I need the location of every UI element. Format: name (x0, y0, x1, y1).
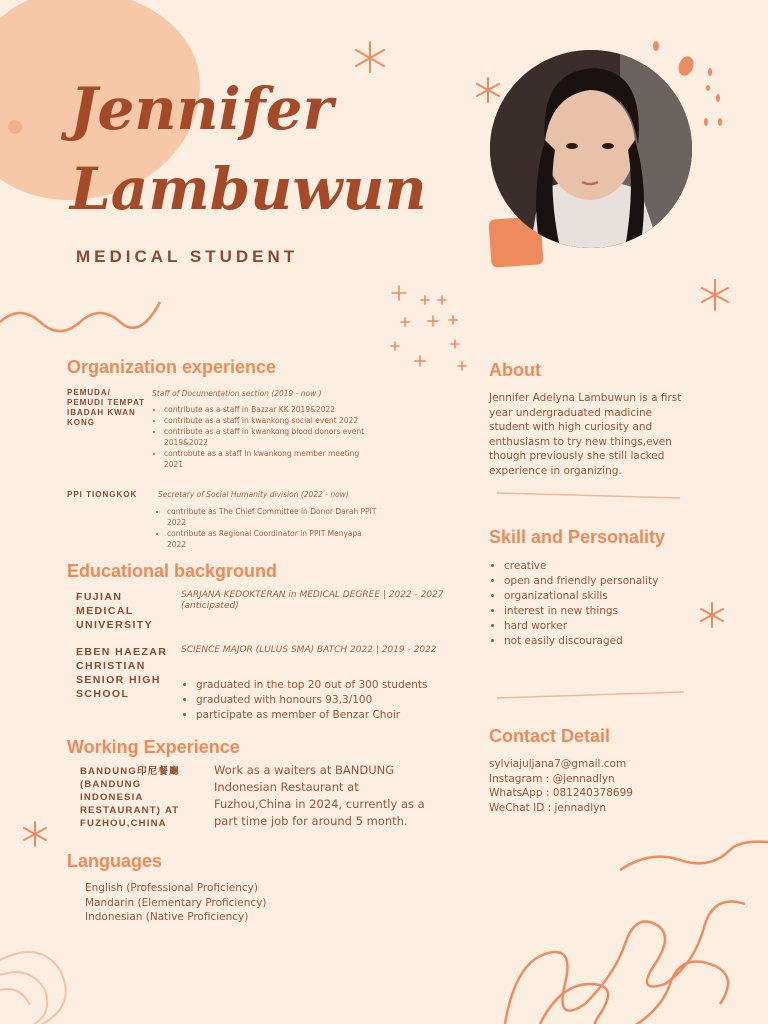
list-item: • open and friendly personality (504, 574, 734, 589)
role-title: MEDICAL STUDENT (76, 247, 299, 266)
list-item: • participate as member of Benzar Choir (196, 708, 476, 723)
work-place: BANDUNG印尼餐廳 (BANDUNG INDONESIA RESTAURANT) AT FUZHOU,CHINA (80, 766, 180, 829)
education-bullets (182, 678, 476, 723)
list-item: Indonesian (Native Proficiency) (85, 911, 249, 923)
languages-list (85, 881, 267, 925)
list-item: • contribute as Regional Coordinator in PPIT Menyapa 2022 (167, 528, 382, 550)
list-item: • hard worker (504, 619, 734, 634)
list-item: • organizational skills (504, 589, 734, 604)
plus-doodles (391, 286, 466, 370)
contact-title: Contact Detail (489, 726, 611, 746)
list-item: • controbute as a staff In kwankong member meeting 2021 (164, 448, 379, 470)
list-item: • not easily discouraged (504, 634, 734, 649)
skills-title: Skill and Personality (489, 527, 666, 547)
list-item: • graduated with honours 93,3/100 (196, 693, 476, 708)
list-item: Mandarin (Elementary Proficiency) (85, 896, 267, 909)
email-text: sylviajuljana7@gmail.com (489, 758, 627, 770)
org-bullets (153, 506, 382, 550)
degree: SARJANA KEDOKTERAN in MEDICAL DEGREE | 2022 - 2027 (anticipated) (181, 590, 444, 611)
work-title: Working Experience (67, 737, 240, 757)
last-name: Lambuwun (70, 155, 427, 223)
languages-title: Languages (67, 851, 163, 871)
list-item: • contribute as The Chief Committee in Donor Darah PPIT 2022 (167, 506, 382, 528)
list-item: • contribute as a staff in kwankong social event 2022 (164, 415, 379, 426)
school-name: EBEN HAEZAR CHRISTIAN SENIOR HIGH SCHOOL (76, 646, 168, 700)
org-position: Secretary of Social Humanity division (2022 - now) (158, 490, 349, 499)
wechat-text: WeChat ID : jennadlyn (489, 801, 607, 814)
list-item: • contribute as a staff in kwankong blood donors event 2019&2022 (164, 426, 379, 448)
list-item: • contribute as a staff in Bazzar KK 2019&2022 (164, 404, 379, 415)
profile-photo (490, 50, 692, 248)
school-name: FUJIAN MEDICAL UNIVERSITY (76, 591, 154, 631)
instagram-text: Instagram : @jennadlyn (489, 772, 615, 785)
first-name: Jennifer (70, 75, 334, 143)
education-title: Educational background (67, 561, 278, 581)
work-description: Work as a waiters at BANDUNG Indonesian Restaurant at Fuzhou,China in 2024, currently as a part time job for around 5 month. (214, 763, 425, 828)
list-item: English (Professional Proficiency) (85, 882, 258, 894)
skills-list (490, 559, 734, 649)
organization-title: Organization experience (67, 357, 277, 377)
wavy-line (0, 302, 160, 331)
org-bullets (150, 404, 379, 470)
list-item: • graduated in the top 20 out of 300 students (196, 678, 476, 693)
org-name: PEMUDA/ PEMUDI TEMPAT IBADAH KWAN KONG (67, 388, 146, 427)
org-name: PPI TIONGKOK (67, 490, 138, 499)
about-text: Jennifer Adelyna Lambuwun is a first year undergraduated madicine student with high curiosity and enthusiasm to try new things,even though previously she still lacked experience in organizing. (489, 392, 682, 477)
loop-doodles (505, 842, 768, 1024)
org-position: Staff of Documentation section (2019 - now ) (152, 389, 322, 398)
contact-list (489, 757, 739, 815)
scribble-doodle (0, 952, 66, 1024)
about-title: About (489, 360, 541, 380)
whatsapp-text: WhatsApp : 081240378699 (489, 787, 633, 799)
degree: SCIENCE MAJOR (LULUS SMA) BATCH 2022 | 2019 - 2022 (181, 645, 437, 655)
list-item: • creative (504, 559, 734, 574)
list-item: • interest in new things (504, 604, 734, 619)
